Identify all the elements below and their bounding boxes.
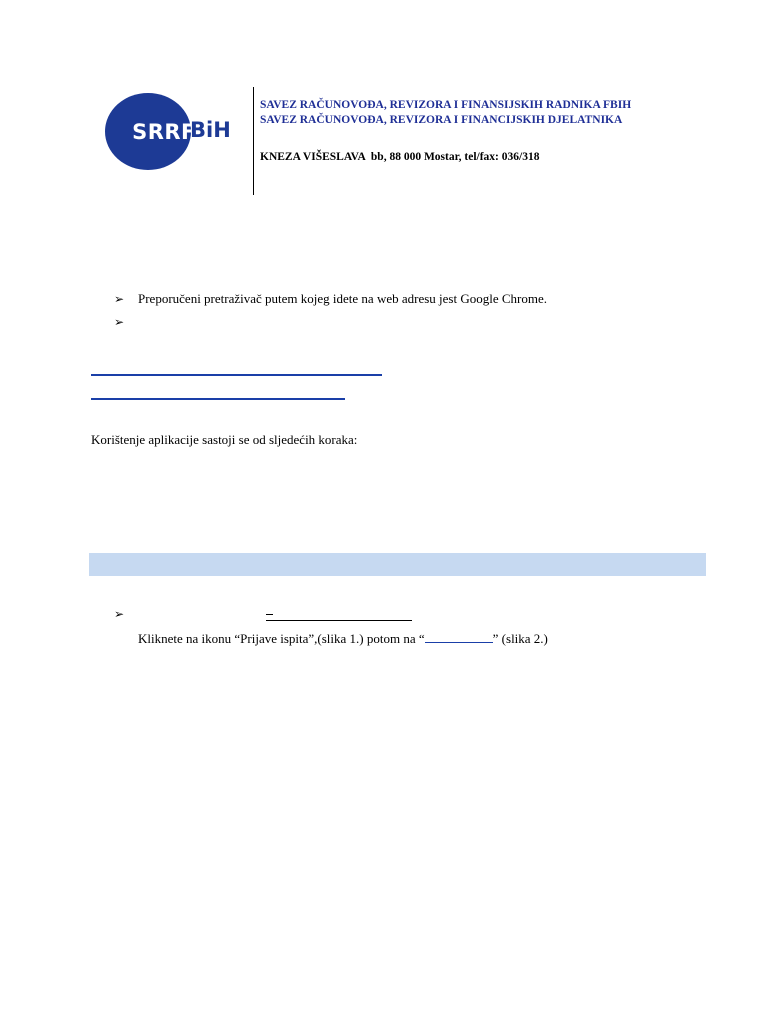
bullet-icon: ➢ xyxy=(114,607,125,621)
org-address: KNEZA VIŠESLAVA bb, 88 000 Mostar, tel/fax: 036/318 xyxy=(260,151,540,163)
bullet-icon: ➢ xyxy=(114,315,125,329)
logo-suffix: BiH xyxy=(190,118,231,142)
step-link-blank[interactable] xyxy=(425,632,493,643)
logo-text: SRRF xyxy=(132,119,196,144)
step-text-before: Kliknete na ikonu “Prijave ispita”,(slika 1.) potom na “ xyxy=(138,631,425,646)
bullet-text-browser: Preporučeni pretraživač putem kojeg idete na web adresu jest Google Chrome. xyxy=(138,291,547,306)
section-heading-bar xyxy=(89,553,706,576)
intro-paragraph: Korištenje aplikacije sastoji se od sljedećih koraka: xyxy=(91,432,358,447)
link-underline[interactable] xyxy=(91,374,382,376)
blank-dash xyxy=(266,614,273,615)
header-divider xyxy=(253,87,254,195)
org-name-line-2: SAVEZ RAČUNOVOĐA, REVIZORA I FINANCIJSKIH DJELATNIKA xyxy=(260,114,623,126)
step-instruction xyxy=(138,631,548,647)
blank-underline xyxy=(266,620,412,621)
org-name-line-1: SAVEZ RAČUNOVOĐA, REVIZORA I FINANSIJSKIH RADNIKA FBIH xyxy=(260,99,632,111)
logo xyxy=(105,93,196,170)
bullet-icon: ➢ xyxy=(114,292,125,306)
link-underline[interactable] xyxy=(91,398,345,400)
step-text-after: ” (slika 2.) xyxy=(492,631,548,646)
